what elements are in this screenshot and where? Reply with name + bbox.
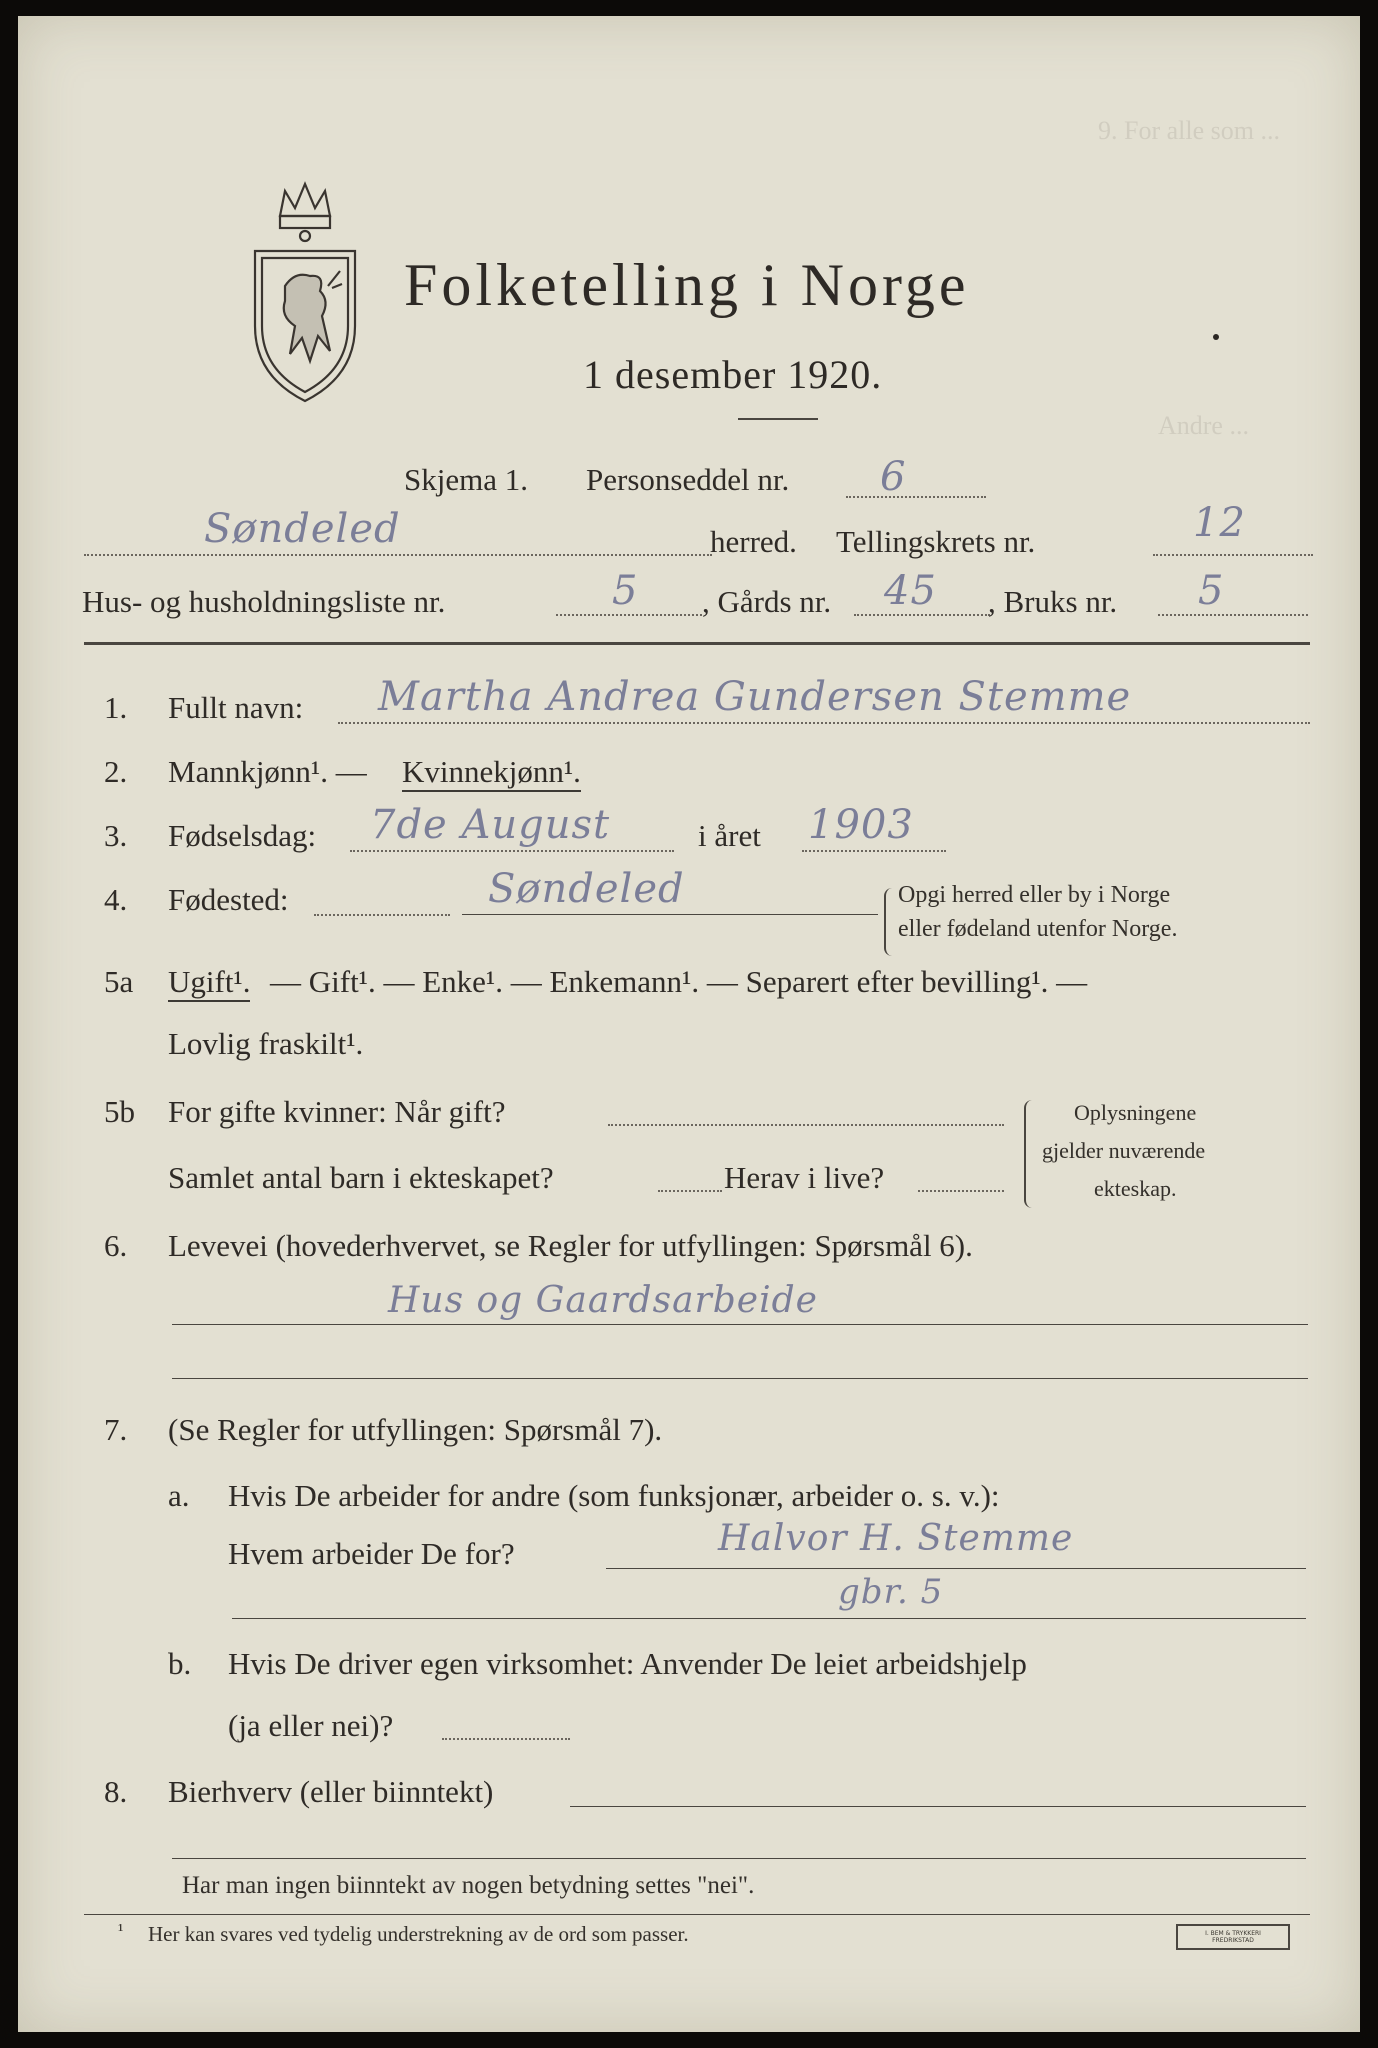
q5a-number: 5a xyxy=(104,964,134,999)
gards-value[interactable]: 45 xyxy=(884,568,937,614)
hus-label: Hus- og husholdningsliste nr. xyxy=(82,584,446,619)
personseddel-value[interactable]: 6 xyxy=(880,454,907,500)
q7a-employer-label: Hvem arbeider De for? xyxy=(228,1536,515,1571)
bruks-field-line xyxy=(1158,614,1308,616)
q5b-note-line3: ekteskap. xyxy=(1094,1176,1177,1201)
q6-number: 6. xyxy=(104,1228,128,1263)
title-divider xyxy=(738,418,818,420)
q2-female-option[interactable]: Kvinnekjønn¹. xyxy=(402,754,581,792)
personseddel-label: Personseddel nr. xyxy=(586,462,790,497)
census-date: 1 desember 1920. xyxy=(583,352,883,397)
q3-year-label: i året xyxy=(698,818,761,853)
full-name-value[interactable]: Martha Andrea Gundersen Stemme xyxy=(378,674,1132,720)
q4-brace xyxy=(884,888,892,956)
q7a-employer-field-1 xyxy=(606,1568,1306,1569)
footnote-mark: ¹ xyxy=(118,1920,124,1940)
gards-label: , Gårds nr. xyxy=(702,584,832,619)
q7a-employer-field-2 xyxy=(232,1618,1306,1619)
herred-field-line xyxy=(84,554,712,556)
herred-label: herred. xyxy=(710,524,797,559)
q5b-note-line2: gjelder nuværende xyxy=(1042,1138,1206,1163)
employer-value-line2[interactable]: gbr. 5 xyxy=(838,1572,944,1612)
q4-note-line1: Opgi herred eller by i Norge xyxy=(898,882,1171,908)
footer-separator xyxy=(84,1914,1310,1915)
birthplace-value[interactable]: Søndeled xyxy=(488,866,685,912)
q8-field-line-1 xyxy=(570,1806,1306,1807)
personseddel-field-line xyxy=(846,496,986,498)
q8-field-line-2 xyxy=(172,1858,1306,1859)
q2-male-option[interactable]: Mannkjønn¹. — xyxy=(168,754,367,789)
birthdate-value[interactable]: 7de August xyxy=(370,802,611,848)
header-separator xyxy=(84,642,1310,645)
q7a-label: Hvis De arbeider for andre (som funksjonær, arbeider o. s. v.): xyxy=(228,1478,1000,1513)
q5b-when-married-label: For gifte kvinner: Når gift? xyxy=(168,1094,506,1129)
herred-value[interactable]: Søndeled xyxy=(204,506,401,552)
q8-label: Bierhverv (eller biinntekt) xyxy=(168,1774,494,1809)
hus-value[interactable]: 5 xyxy=(612,568,639,614)
q4-note-line2: eller fødeland utenfor Norge. xyxy=(898,916,1178,942)
q2-number: 2. xyxy=(104,754,128,789)
q7-label: (Se Regler for utfyllingen: Spørsmål 7). xyxy=(168,1412,663,1447)
q5a-other-options[interactable]: — Gift¹. — Enke¹. — Enkemann¹. — Separert efter bevilling¹. — xyxy=(270,964,1088,999)
q3-number: 3. xyxy=(104,818,128,853)
q7b-field xyxy=(442,1738,570,1740)
bleed-through-text: 9. For alle som ... xyxy=(1098,116,1280,145)
q5a-ugift-option[interactable]: Ugift¹. xyxy=(168,964,250,1002)
bruks-value[interactable]: 5 xyxy=(1198,568,1225,614)
q5b-children-label: Samlet antal barn i ekteskapet? xyxy=(168,1160,554,1195)
q5b-children-field xyxy=(658,1190,722,1192)
tellingskrets-value[interactable]: 12 xyxy=(1193,500,1246,546)
tellingskrets-field-line xyxy=(1153,554,1313,556)
q6-label: Levevei (hovederhvervet, se Regler for utfyllingen: Spørsmål 6). xyxy=(168,1228,973,1263)
q6-field-line-2 xyxy=(172,1378,1308,1379)
printer-mark-box xyxy=(1176,1924,1290,1950)
bleed-through-text: Andre ... xyxy=(1158,411,1249,440)
q3-year-field-line xyxy=(802,850,946,852)
q5b-number: 5b xyxy=(104,1094,135,1129)
hus-field-line xyxy=(556,614,702,616)
occupation-value[interactable]: Hus og Gaardsarbeide xyxy=(388,1280,818,1321)
q3-field-line xyxy=(350,850,674,852)
q5a-fraskilt-option[interactable]: Lovlig fraskilt¹. xyxy=(168,1026,364,1061)
q1-label: Fullt navn: xyxy=(168,690,304,725)
printer-mark-text: I. BEM & TRYKKERI FREDRIKSTAD xyxy=(1205,1930,1261,1944)
q5b-note-line1: Oplysningene xyxy=(1074,1100,1197,1125)
employer-value[interactable]: Halvor H. Stemme xyxy=(718,1518,1074,1559)
bruks-label: , Bruks nr. xyxy=(988,584,1118,619)
gards-field-line xyxy=(854,614,990,616)
q7b-label: Hvis De driver egen virksomhet: Anvender De leiet arbeidshjelp xyxy=(228,1646,1027,1681)
q3-label: Fødselsdag: xyxy=(168,818,317,853)
norway-coat-of-arms-emblem xyxy=(240,176,370,406)
q5b-when-married-field xyxy=(608,1124,1004,1126)
q1-field-line xyxy=(338,722,1310,724)
q7-number: 7. xyxy=(104,1412,128,1447)
census-form-sheet xyxy=(18,16,1360,2032)
birth-year-value[interactable]: 1903 xyxy=(808,802,914,848)
q6-field-line-1 xyxy=(172,1324,1308,1325)
ink-dot xyxy=(1213,334,1219,340)
q1-number: 1. xyxy=(104,690,128,725)
q7a-letter: a. xyxy=(168,1478,190,1513)
q5b-alive-label: Herav i live? xyxy=(724,1160,885,1195)
q4-field-line-a xyxy=(314,914,450,916)
q5b-alive-field xyxy=(918,1190,1004,1192)
q4-field-line-b xyxy=(462,914,878,915)
form-title: Folketelling i Norge xyxy=(404,252,970,318)
q8-number: 8. xyxy=(104,1774,128,1809)
q7b-letter: b. xyxy=(168,1646,192,1681)
q5b-brace xyxy=(1024,1100,1032,1208)
skjema-label: Skjema 1. xyxy=(404,462,528,497)
q7b-label-line2: (ja eller nei)? xyxy=(228,1708,394,1743)
q4-label: Fødested: xyxy=(168,882,289,917)
footnote-text: Her kan svares ved tydelig understrekning av de ord som passer. xyxy=(148,1922,689,1946)
q8-note: Har man ingen biinntekt av nogen betydning settes "nei". xyxy=(182,1872,755,1899)
tellingskrets-label: Tellingskrets nr. xyxy=(836,524,1036,559)
q4-number: 4. xyxy=(104,882,128,917)
